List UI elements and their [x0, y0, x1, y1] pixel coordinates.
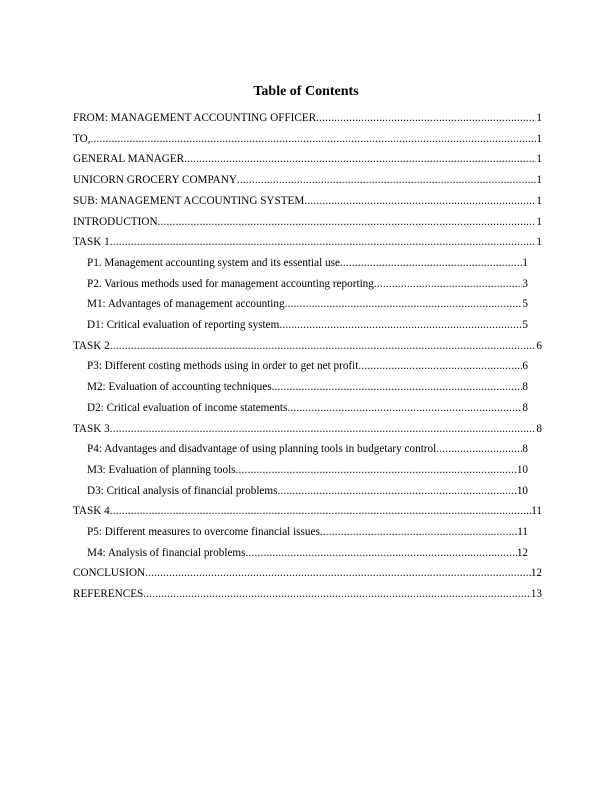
toc-leader-dots — [279, 319, 522, 331]
toc-entry-page-number: 1 — [522, 256, 528, 269]
toc-entry[interactable] — [87, 360, 528, 376]
toc-entry[interactable] — [87, 526, 528, 542]
toc-entry-page-number: 1 — [536, 194, 542, 207]
toc-entry-label: M4: Analysis of financial problems — [87, 546, 246, 559]
toc-entry[interactable] — [73, 505, 542, 521]
toc-entry-label: FROM: MANAGEMENT ACCOUNTING OFFICER — [73, 112, 317, 124]
toc-entry-page-number: 12 — [516, 546, 528, 559]
toc-entry-page-number: 10 — [516, 463, 528, 476]
toc-entry-page-number: 1 — [536, 215, 542, 228]
toc-entry-page-number: 1 — [536, 153, 542, 166]
toc-entry-label: M2: Evaluation of accounting techniques — [87, 381, 272, 394]
toc-leader-dots — [374, 278, 523, 290]
toc-entry[interactable] — [87, 257, 528, 273]
toc-entry[interactable] — [87, 278, 528, 294]
toc-entry-label: TASK 2 — [73, 339, 110, 352]
toc-leader-dots — [340, 257, 522, 269]
toc-entry-page-number: 8 — [522, 401, 528, 414]
toc-leader-dots — [436, 443, 522, 455]
toc-entry-label: D1: Critical evaluation of reporting system — [87, 319, 280, 331]
toc-entry[interactable] — [73, 216, 542, 232]
toc-entry[interactable] — [73, 567, 542, 583]
toc-entry[interactable] — [73, 195, 542, 211]
toc-entry-page-number: 6 — [536, 339, 542, 352]
toc-leader-dots — [304, 195, 536, 207]
toc-leader-dots — [145, 567, 531, 579]
toc-entry[interactable] — [73, 174, 542, 190]
toc-entry[interactable] — [87, 547, 528, 563]
toc-entry[interactable] — [73, 133, 542, 149]
toc-leader-dots — [110, 423, 537, 435]
toc-entry-page-number: 3 — [522, 277, 528, 290]
toc-entry-label: TASK 3 — [73, 422, 110, 435]
toc-entry[interactable] — [87, 485, 528, 501]
toc-leader-dots — [110, 340, 537, 352]
toc-leader-dots — [277, 485, 516, 497]
toc-leader-dots — [143, 588, 531, 600]
toc-entry-label: P4: Advantages and disadvantage of using planning tools in budgetary control — [87, 443, 437, 456]
toc-entry-page-number: 8 — [522, 443, 528, 456]
toc-entry[interactable] — [73, 423, 542, 439]
toc-leader-dots — [110, 505, 532, 517]
toc-entry-label: P2. Various methods used for management accounting reporting — [87, 277, 374, 290]
toc-leader-dots — [272, 381, 523, 393]
toc-entry-label: D3: Critical analysis of financial problems — [87, 484, 278, 497]
toc-leader-dots — [158, 216, 537, 228]
toc-entry[interactable] — [87, 381, 528, 397]
toc-leader-dots — [110, 236, 537, 248]
toc-entry-label: M1: Advantages of management accounting — [87, 298, 285, 311]
toc-entry-page-number: 1 — [536, 132, 542, 145]
toc-entry-page-number: 8 — [522, 381, 528, 394]
toc-entry[interactable] — [73, 588, 542, 604]
toc-entry-label: GENERAL MANAGER — [73, 153, 185, 166]
toc-leader-dots — [320, 526, 517, 538]
toc-title: Table of Contents — [253, 84, 359, 99]
toc-leader-dots — [245, 547, 516, 559]
toc-entry-label: SUB: MANAGEMENT ACCOUNTING SYSTEM — [73, 194, 305, 207]
toc-entry-page-number: 8 — [536, 422, 542, 435]
toc-leader-dots — [91, 133, 537, 145]
toc-entry-page-number: 1 — [536, 112, 542, 124]
toc-entry-label: M3: Evaluation of planning tools — [87, 463, 236, 476]
toc-entry-label: TASK 4 — [73, 505, 110, 518]
toc-entry-label: CONCLUSION — [73, 567, 146, 580]
toc-entry-page-number: 1 — [536, 236, 542, 249]
toc-leader-dots — [358, 360, 522, 372]
toc-entry[interactable] — [73, 153, 542, 169]
toc-entry-page-number: 11 — [517, 526, 528, 538]
toc-entry[interactable] — [87, 298, 528, 314]
toc-entry-label: TASK 1 — [73, 236, 110, 249]
toc-entry-page-number: 13 — [530, 588, 542, 601]
toc-entry[interactable] — [73, 112, 542, 128]
toc-leader-dots — [236, 464, 517, 476]
toc-entry-label: INTRODUCTION — [73, 215, 158, 228]
toc-entry-label: REFERENCES — [73, 588, 144, 601]
toc-entry-label: P3: Different costing methods using in order to get net profit — [87, 360, 359, 373]
toc-leader-dots — [316, 112, 536, 124]
toc-entry-label: P5: Different measures to overcome financial issues — [87, 526, 320, 538]
toc-leader-dots — [285, 298, 523, 310]
toc-entry-label: D2: Critical evaluation of income statements — [87, 401, 288, 414]
toc-leader-dots — [184, 153, 536, 165]
toc-entry[interactable] — [87, 402, 528, 418]
toc-entry-page-number: 12 — [530, 567, 542, 580]
toc-entry[interactable] — [73, 236, 542, 252]
toc-entry-page-number: 5 — [522, 319, 528, 331]
toc-entry[interactable] — [87, 443, 528, 459]
toc-entry-page-number: 6 — [522, 360, 528, 373]
toc-entry-page-number: 1 — [536, 174, 542, 187]
toc-leader-dots — [237, 174, 537, 186]
toc-entry[interactable] — [87, 464, 528, 480]
toc-entry[interactable] — [87, 319, 528, 335]
toc-leader-dots — [287, 402, 522, 414]
toc-entry-page-number: 10 — [516, 484, 528, 497]
toc-entry-page-number: 11 — [531, 505, 542, 518]
toc-entry-page-number: 5 — [522, 298, 528, 311]
toc-entry-label: TO, — [73, 132, 91, 145]
toc-entry-label: P1. Management accounting system and its essential use — [87, 256, 340, 269]
toc-entry-label: UNICORN GROCERY COMPANY — [73, 174, 237, 187]
toc-entry[interactable] — [73, 340, 542, 356]
